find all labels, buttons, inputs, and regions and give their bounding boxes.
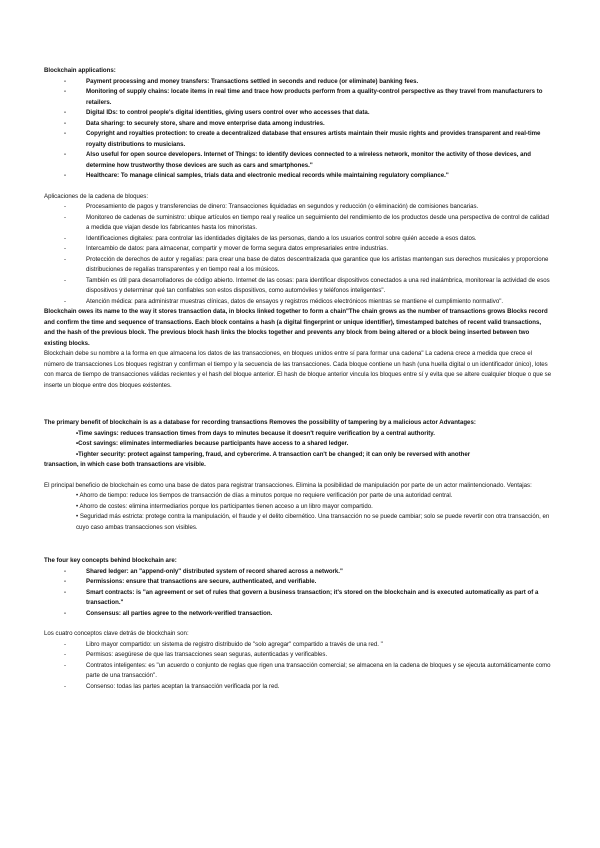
en-benefit-section — [44, 418, 552, 471]
es-applications-list — [44, 202, 552, 307]
list-item: - Atención médica: para administrar muestras clínicas, datos de ensayos y registros médicos electrónicos mientras se mantiene el cumplimiento normativo". — [64, 297, 552, 308]
list-item: - Monitoreo de cadenas de suministro: ubique artículos en tiempo real y realice un seguimiento del rendimiento de los productos desde una perspectiva de control de calidad a medida que viajan desde los fabricantes hasta los minoristas. — [64, 213, 552, 234]
list-item: • Seguridad más estricta: protege contra la manipulación, el fraude y el delito cibernético. Una transacción no se puede cambiar; solo se puede revertir con otra transacción, en cuyo caso ambas transacciones son visibles. — [76, 513, 550, 531]
list-item: - Data sharing: to securely store, share and move enterprise data among industries. — [64, 119, 552, 130]
es-concepts-heading: Los cuatro conceptos clave detrás de blockchain son: — [44, 630, 189, 637]
list-item: • Ahorro de costes: elimina intermediarios porque los participantes tienen acceso a un libro mayor compartido. — [76, 502, 373, 510]
en-applications-heading: Blockchain applications: — [44, 67, 116, 74]
en-benefit-intro: The primary benefit of blockchain is as a database for recording transactions Removes the possibility of tampering by a malicious actor Advantages: — [44, 419, 476, 426]
list-item: - Procesamiento de pagos y transferencias de dinero: Transacciones liquidadas en segundos y reducción (o eliminación) de comisiones bancarias. — [64, 202, 552, 213]
es-benefit-section — [44, 481, 552, 534]
en-applications-list — [44, 77, 552, 182]
list-item: - Identificaciones digitales: para controlar las identidades digitales de las personas, dando a los usuarios control sobre quién accede a esos datos. — [64, 234, 552, 245]
list-item: - Contratos inteligentes: es "un acuerdo o conjunto de reglas que rigen una transacción comercial; se almacena en la cadena de bloques y se ejecuta automáticamente como parte de una transacción". — [64, 661, 552, 682]
en-applications-section — [44, 66, 552, 182]
list-item: •Tighter security: protect against tampering, fraud, and cybercrime. A transaction can't be changed; it can only be reversed with another — [76, 450, 471, 458]
list-item: - Protección de derechos de autor y regalías: para crear una base de datos descentralizada que garantice que los artistas mantengan sus derechos musicales y proporcione distribuciones de regalías transparentes y en tiempo real a los músicos. — [64, 255, 552, 276]
list-item: - Healthcare: To manage clinical samples, trials data and electronic medical records while maintaining regulatory compliance." — [64, 171, 552, 182]
es-applications-heading: Aplicaciones de la cadena de bloques: — [44, 192, 149, 200]
list-item: - Libro mayor compartido: un sistema de registro distribuido de "solo agregar" compartido a través de una red. " — [64, 640, 552, 651]
list-item: - Shared ledger: an "append-only" distributed system of record shared across a network." — [64, 567, 552, 578]
en-concepts-section — [44, 556, 552, 619]
en-chain-paragraph: Blockchain owes its name to the way it stores transaction data, in blocks linked together to form a chain"The chain grows as the number of transactions grows Blocks record and confirm the time and sequence of transactions. Each block contains a hash (a digital fingerprint or unique identifier), timestamped batches of recent valid transactions, and the hash of the previous block. The previous block hash links the blocks together and prevents any block from being altered or a block being inserted between two existing blocks. — [44, 308, 548, 347]
list-item: - Digital IDs: to control people's digital identities, giving users control over who accesses that data. — [64, 108, 552, 119]
es-chain-paragraph: Blockchain debe su nombre a la forma en que almacena los datos de las transacciones, en bloques unidos entre sí para formar una cadena" La cadena crece a medida que crece el número de transacciones Los bloques registran y confirman el tiempo y la secuencia de las transacciones. Cada bloque contiene un hash (una huella digital o un identificador único), lotes con marca de tiempo de transacciones válidas recientes y el hash del bloque anterior. El hash de bloque anterior vincula los bloques entre sí y evita que se altere cualquier bloque o que se inserte un bloque entre dos bloques existentes. — [44, 350, 552, 389]
es-benefit-intro: El principal beneficio de blockchain es como una base de datos para registrar transacciones. Elimina la posibilidad de manipulación por parte de un actor malintencionado. Ventajas: — [44, 481, 532, 489]
es-benefit-bullets — [44, 491, 552, 533]
list-item: - Monitoring of supply chains: locate items in real time and trace how products perform from a quality-control perspective as they travel from manufacturers to retailers. — [64, 87, 552, 108]
es-concepts-list — [44, 640, 552, 693]
list-item: - Payment processing and money transfers: Transactions settled in seconds and reduce (or eliminate) banking fees. — [64, 77, 552, 88]
es-applications-section — [44, 192, 552, 308]
en-benefit-tail: transaction, in which case both transactions are visible. — [44, 461, 206, 468]
en-concepts-heading: The four key concepts behind blockchain are: — [44, 557, 177, 564]
list-item: - Permissions: ensure that transactions are secure, authenticated, and verifiable. — [64, 577, 552, 588]
en-benefit-bullets — [44, 429, 552, 461]
list-item: •Time savings: reduces transaction times from days to minutes because it doesn't require verification by a central authority. — [76, 429, 435, 437]
en-concepts-list — [44, 567, 552, 620]
list-item: • Ahorro de tiempo: reduce los tiempos de transacción de días a minutos porque no requiere verificación por parte de una autoridad central. — [76, 492, 453, 499]
list-item: - Consensus: all parties agree to the network-verified transaction. — [64, 609, 552, 620]
list-item: - Copyright and royalties protection: to create a decentralized database that ensures artists maintain their music rights and provides transparent and real-time royalty distributions to musicians. — [64, 129, 552, 150]
list-item: - También es útil para desarrolladores de código abierto. Internet de las cosas: para identificar dispositivos conectados a una red inalámbrica, monitorear la actividad de esos dispositivos y determinar qué tan confiables son estos dispositivos, como automóviles y teléfonos inteligentes". — [64, 276, 552, 297]
list-item: - Consenso: todas las partes aceptan la transacción verificada por la red. — [64, 682, 552, 693]
list-item: - Intercambio de datos: para almacenar, compartir y mover de forma segura datos empresariales entre industrias. — [64, 244, 552, 255]
es-concepts-section — [44, 629, 552, 692]
document-content — [44, 66, 552, 692]
list-item: - Smart contracts: is "an agreement or set of rules that govern a business transaction; it's stored on the blockchain and is executed automatically as part of a transaction." — [64, 588, 552, 609]
list-item: - Also useful for open source developers. Internet of Things: to identify devices connected to a wireless network, monitor the activity of those devices, and determine how trustworthy those devices are such as cars and smartphones." — [64, 150, 552, 171]
list-item: •Cost savings: eliminates intermediaries because participants have access to a shared ledger. — [76, 440, 349, 447]
list-item: - Permisos: asegúrese de que las transacciones sean seguras, autenticadas y verificables. — [64, 650, 552, 661]
